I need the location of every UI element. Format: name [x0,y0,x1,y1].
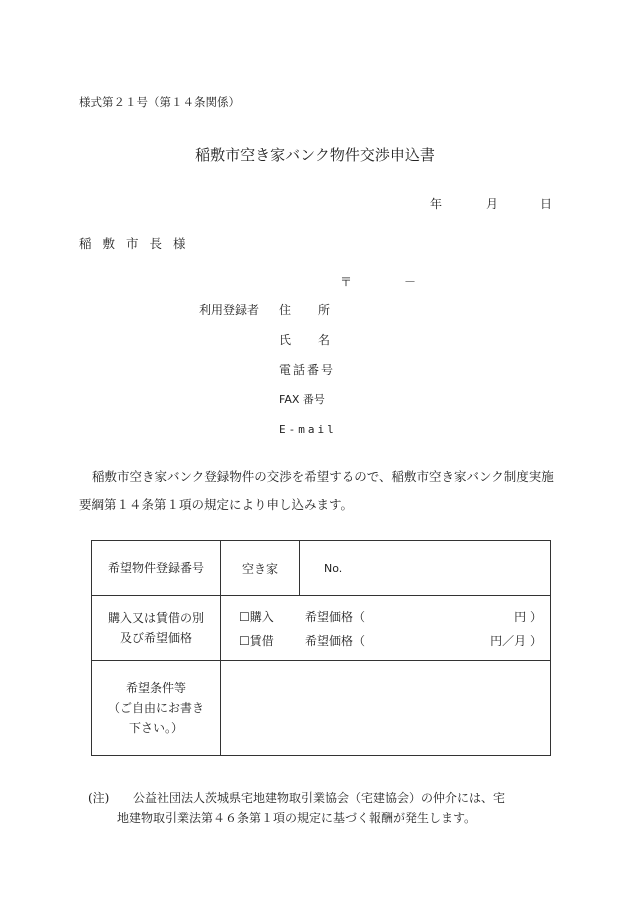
rent-price-unit: 円／月 ） [490,633,542,648]
request-statement: 稲敷市空き家バンク登録物件の交渉を希望するので、稲敷市空き家バンク制度実施要綱第１４条第１項の規定により申し込みます。 [79,469,554,512]
purchase-checkbox[interactable]: ☐購入 [239,609,274,624]
postal-mark: 〒 [340,275,353,289]
address-field-label: 住所 [279,303,358,317]
conditions-label [92,661,221,756]
purchase-price-line [221,604,550,628]
rent-price-line [221,628,550,652]
form-number: 様式第２１号（第１４条関係） [79,95,240,109]
fax-field-label: FAX 番号 [279,393,325,406]
conditions-label-line1: 希望条件等 [125,681,186,695]
property-kind: 空き家 [221,541,300,596]
request-table [91,540,551,756]
property-number-row [92,541,551,596]
purchase-price-label: 希望価格（ [305,609,366,624]
addressee: 稲敷市長様 [79,236,197,251]
rent-price-label: 希望価格（ [305,633,366,648]
price-cell [221,596,551,661]
phone-field-label: 電話番号 [279,363,336,377]
note-line-2: 地建物取引業法第４６条第１項の規定に基づく報酬が発生します。 [117,811,477,825]
postal-dash: － [404,275,417,289]
purchase-rent-label-line1: 購入又は賃借の別 [107,611,204,625]
date-day-label: 日 [540,197,553,211]
note-line-1: 公益社団法人茨城県宅地建物取引業協会（宅建協会）の仲介には、宅 [133,791,506,805]
conditions-label-line3: 下さい。） [128,721,183,735]
property-number-label: 希望物件登録番号 [92,541,221,596]
conditions-label-line2: （ご自由にお書き [107,701,204,715]
conditions-field[interactable] [221,661,551,756]
purchase-rent-label [92,596,221,661]
email-field-label: E-mail [279,423,337,436]
applicant-role-label: 利用登録者 [199,303,260,317]
purchase-price-unit: 円 ） [514,609,542,624]
form-title: 稲敷市空き家バンク物件交渉申込書 [195,146,435,164]
date-month-label: 月 [486,197,499,211]
conditions-row [92,661,551,756]
rent-checkbox[interactable]: ☐賃借 [239,633,274,648]
purchase-rent-label-line2: 及び希望価格 [119,631,192,645]
note-label: (注) [88,791,110,805]
property-number-field[interactable]: No. [300,541,551,596]
purchase-rent-row [92,596,551,661]
date-year-label: 年 [430,197,443,211]
name-field-label: 氏名 [279,333,358,347]
